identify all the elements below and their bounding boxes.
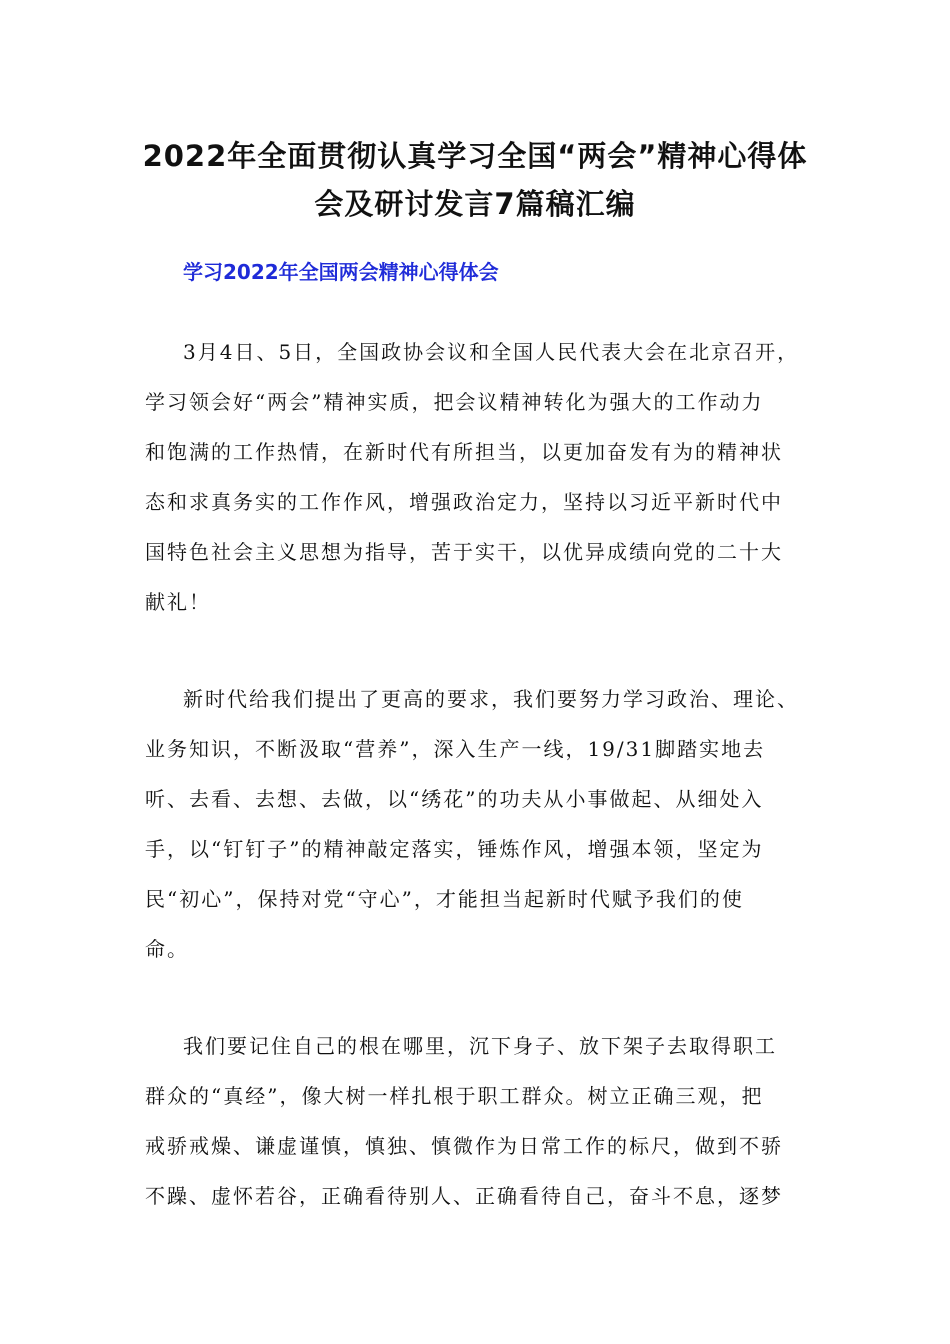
paragraph-1 (145, 327, 825, 627)
paragraph-line: 业务知识，不断汲取“营养”，深入生产一线，19/31脚踏实地去 (145, 737, 766, 761)
document-title-line-2: 会及研讨发言7篇稿汇编 (314, 187, 636, 221)
paragraph-line: 国特色社会主义思想为指导，苦于实干，以优异成绩向党的二十大 (145, 540, 783, 564)
paragraph-line: 我们要记住自己的根在哪里，沉下身子、放下架子去取得职工 (183, 1034, 777, 1058)
paragraph-line: 命。 (145, 937, 189, 961)
paragraph-line: 手，以“钉钉子”的精神敲定落实，锤炼作风，增强本领，坚定为 (145, 837, 764, 861)
paragraph-line: 新时代给我们提出了更高的要求，我们要努力学习政治、理论、 (183, 687, 799, 711)
paragraph-line: 群众的“真经”，像大树一样扎根于职工群众。树立正确三观，把 (145, 1084, 764, 1108)
paragraph-line: 民“初心”，保持对党“守心”，才能担当起新时代赋予我们的使 (145, 887, 744, 911)
paragraph-line: 和饱满的工作热情，在新时代有所担当，以更加奋发有为的精神状 (145, 440, 783, 464)
paragraph-2 (145, 674, 825, 974)
paragraph-line: 献礼！ (145, 590, 211, 614)
paragraph-3 (145, 1021, 825, 1221)
section-heading: 学习2022年全国两会精神心得体会 (183, 260, 499, 284)
paragraph-line: 3月4日、5日，全国政协会议和全国人民代表大会在北京召开， (183, 340, 800, 364)
paragraph-line: 听、去看、去想、去做，以“绣花”的功夫从小事做起、从细处入 (145, 787, 764, 811)
paragraph-line: 戒骄戒燥、谦虚谨慎，慎独、慎微作为日常工作的标尺，做到不骄 (145, 1134, 783, 1158)
paragraph-line: 学习领会好“两会”精神实质，把会议精神转化为强大的工作动力 (145, 390, 764, 414)
document-title-line-1: 2022年全面贯彻认真学习全国“两会”精神心得体 (142, 139, 808, 173)
paragraph-line: 不躁、虚怀若谷，正确看待别人、正确看待自己，奋斗不息，逐梦 (145, 1184, 783, 1208)
paragraph-line: 态和求真务实的工作作风，增强政治定力，坚持以习近平新时代中 (145, 490, 783, 514)
